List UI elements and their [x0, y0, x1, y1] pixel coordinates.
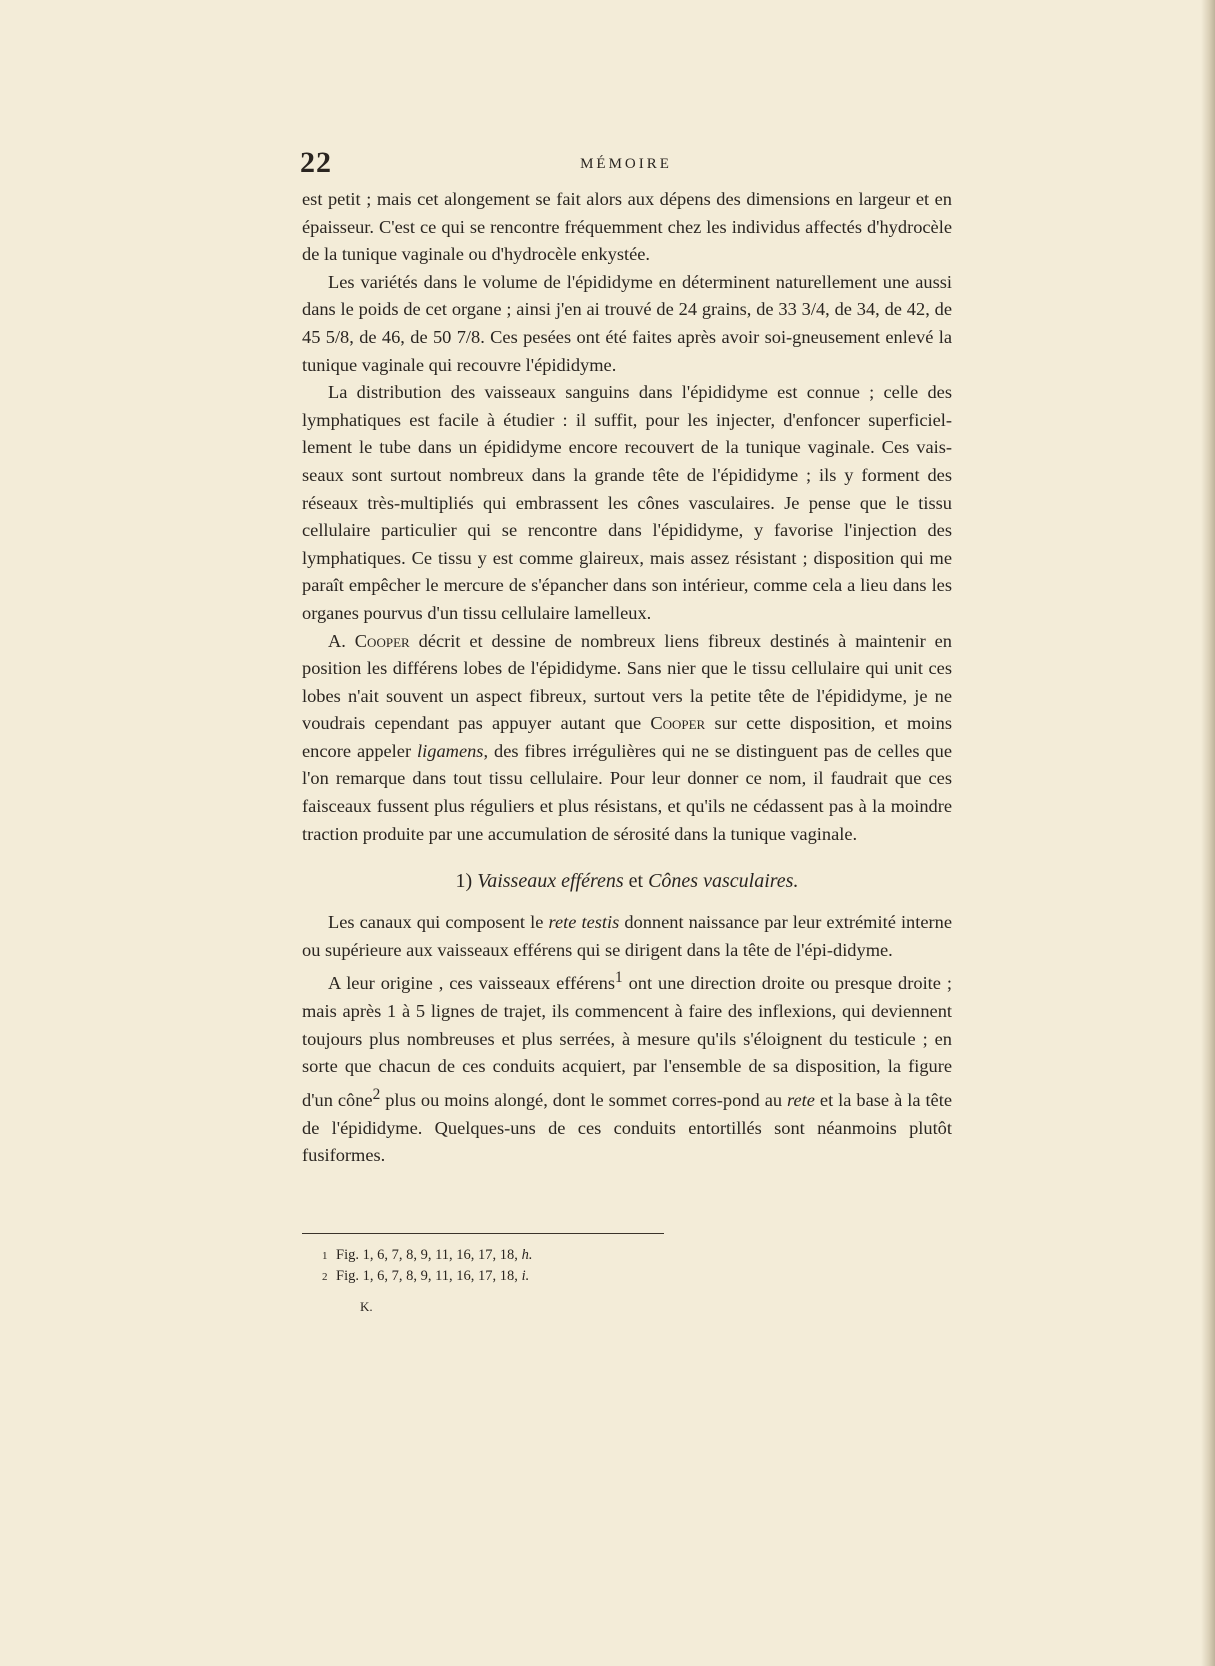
paragraph-5: Les canaux qui composent le rete testis donnent naissance par leur extrémité interne ou supérieure aux vaisseaux efférens qui se dirigent dans la tête de l'épi-didyme. — [302, 912, 953, 960]
printer-signature: K. — [360, 1299, 373, 1314]
paragraph-1: est petit ; mais cet alongement se fait alors aux dépens des dimensions en largeur et en épaisseur. C'est ce qui se rencontre fréquemment chez les individus affectés d'hydrocèle de la tunique vaginale ou d'hydrocèle enkystée. — [302, 189, 952, 265]
footnote-ref-1: 1 — [614, 969, 623, 987]
footnote-1: 1 Fig. 1, 6, 7, 8, 9, 11, 16, 17, 18, h. — [322, 1247, 533, 1263]
footnote-ref-2: 2 — [372, 1085, 381, 1103]
page-header — [300, 148, 952, 178]
paragraph-4: A. Cooper décrit et dessine de nombreux liens fibreux destinés à maintenir en position les différens lobes de l'épididyme. Sans nier que le tissu cellulaire qui unit ces lobes n'ait souvent un aspect fibreux, surtout vers la petite tête de l'épididyme, je ne voudrais cependant pas appuyer autant que Cooper sur cette disposition, et moins encore appeler ligamens, des fibres irrégulières qui ne se distinguent pas de celles que l'on remarque dans tout tissu cellulaire. Pour leur donner ce nom, il faudrait que ces faisceaux fussent plus réguliers et plus résistans, et qu'ils ne cédassent pas à la moindre traction produite par une accumulation de sérosité dans la tunique vaginale. — [302, 630, 952, 844]
italic-term: ligamens — [417, 740, 484, 761]
footnote-2: 2 Fig. 1, 6, 7, 8, 9, 11, 16, 17, 18, i. — [322, 1268, 530, 1284]
paragraph-6: A leur origine , ces vaisseaux efférens$^1$ ont une direction droite ou presque droite ; mais après 1 à 5 lignes de trajet, ils commencent à faire des inflexions, qui deviennent toujours plus nombreuses et plus serrées, à mesure qu'ils s'éloignent du testicule ; en sorte que chacun de ces conduits acquiert, par l'ensemble de sa disposition, la figure d'un cône$^2$ plus ou moins alongé, dont le sommet corres-pond au rete et la base à la tête de l'épididyme. Quelques-uns de ces conduits entortillés sont néanmoins plutôt fusiformes. — [302, 969, 952, 1166]
author-name: A. Cooper — [328, 630, 410, 651]
section-subtitle: 1) Vaisseaux efférens et Cônes vasculaires. — [455, 870, 799, 893]
paragraph-2: Les variétés dans le volume de l'épididyme en déterminent naturellement une aussi dans le poids de cet organe ; ainsi j'en ai trouvé de 24 grains, de 33 3/4, de 34, de 42, de 45 5/8, de 46, de 50 7/8. Ces pesées ont été faites après avoir soi-gneusement enlevé la tunique vaginale qui recouvre l'épididyme. — [302, 271, 952, 375]
running-head: MÉMOIRE — [580, 156, 672, 172]
italic-term: rete — [787, 1090, 815, 1111]
body-text — [302, 186, 952, 1170]
paragraph-3: La distribution des vaisseaux sanguins dans l'épididyme est connue ; celle des lymphatiques est facile à étudier : il suffit, pour les injecter, d'enfoncer superficiel-lement le tube dans un épididyme encore recouvert de la tunique vaginale. Ces vais-seaux sont surtout nombreux dans la grande tête de l'épididyme ; ils y forment des réseaux très-multipliés qui embrassent les cônes vasculaires. Je pense que le tissu cellulaire particulier qui se rencontre dans l'épididyme, y favorise l'injection des lymphatiques. Ce tissu y est comme glaireux, mais assez résistant ; disposition qui me paraît empêcher le mercure de s'épancher dans son intérieur, comme cela a lieu dans les organes pourvus d'un tissu cellulaire lamelleux. — [302, 382, 952, 623]
italic-term: rete testis — [548, 912, 620, 933]
page-number: 22 — [300, 146, 332, 179]
page-edge-shadow — [1201, 0, 1215, 1666]
footnote-rule — [302, 1233, 664, 1234]
footnotes — [322, 1245, 842, 1287]
author-name-2: Cooper — [650, 713, 706, 734]
